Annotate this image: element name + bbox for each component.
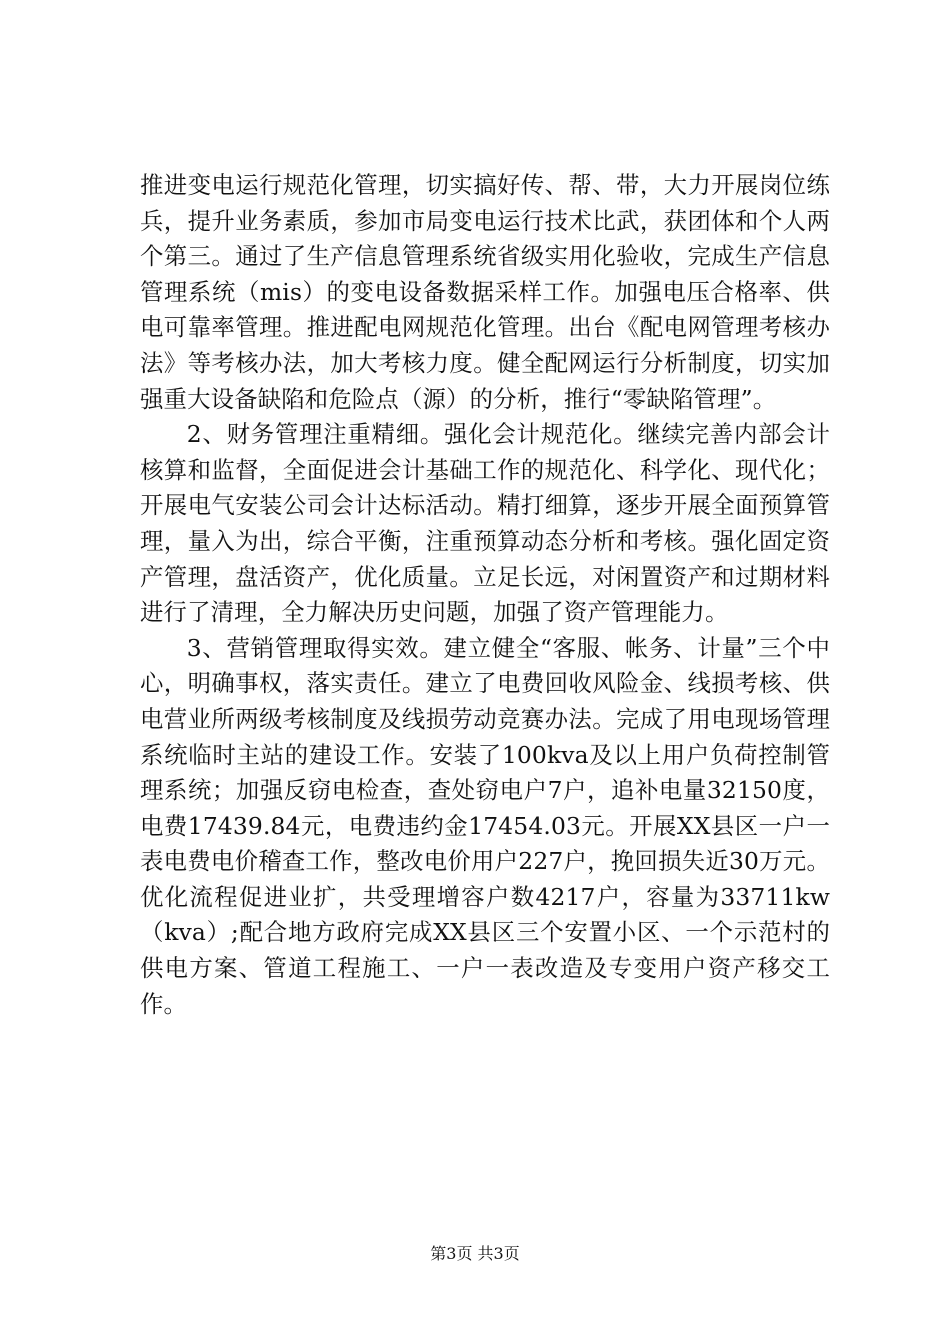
page-number-footer: 第3页 共3页	[430, 1244, 520, 1263]
paragraph-marketing-management: 3、营销管理取得实效。建立健全“客服、帐务、计量”三个中心，明确事权，落实责任。建立了电费回收风险金、线损考核、供电营业所两级考核制度及线损劳动竞赛办法。完成了用电现场管理系统临时主站的建设工作。安装了100kva及以上用户负荷控制管理系统；加强反窃电检查，查处窃电户7户，追补电量32150度，电费17439.84元，电费违约金17454.03元。开展XX县区一户一表电费电价稽查工作，整改电价用户227户，挽回损失近30万元。优化流程促进业扩，共受理增容户数4217户，容量为33711kw（kva）;配合地方政府完成XX县区三个安置小区、一个示范村的供电方案、管道工程施工、一户一表改造及专变用户资产移交工作。	[140, 633, 830, 1018]
paragraph-continuation: 推进变电运行规范化管理，切实搞好传、帮、带，大力开展岗位练兵，提升业务素质，参加市局变电运行技术比武，获团体和个人两个第三。通过了生产信息管理系统省级实用化验收，完成生产信息管理系统（mis）的变电设备数据采样工作。加强电压合格率、供电可靠率管理。推进配电网规范化管理。出台《配电网管理考核办法》等考核办法，加大考核力度。健全配网运行分析制度，切实加强重大设备缺陷和危险点（源）的分析，推行“零缺陷管理”。	[140, 171, 830, 413]
paragraph-finance-management: 2、财务管理注重精细。强化会计规范化。继续完善内部会计核算和监督，全面促进会计基础工作的规范化、科学化、现代化；开展电气安装公司会计达标活动。精打细算，逐步开展全面预算管理，量入为出，综合平衡，注重预算动态分析和考核。强化固定资产管理，盘活资产，优化质量。立足长远，对闲置资产和过期材料进行了清理，全力解决历史问题，加强了资产管理能力。	[140, 420, 830, 627]
document-body	[140, 168, 830, 1022]
